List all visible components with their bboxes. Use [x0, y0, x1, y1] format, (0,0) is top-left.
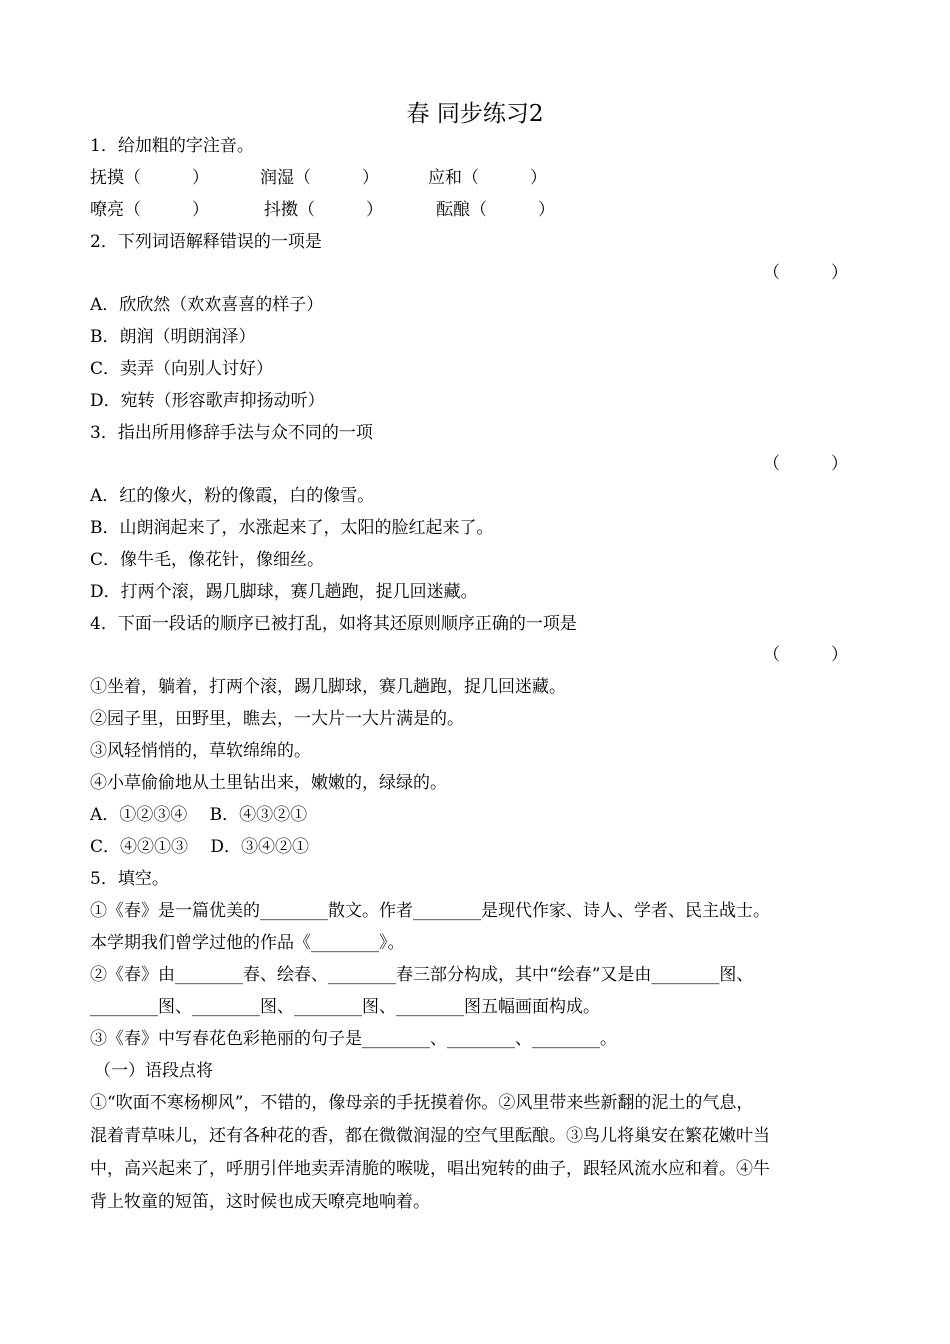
q2-answer-blank: （ ）	[763, 263, 848, 283]
q2-option-c: C．卖弄（向别人讨好）	[90, 359, 274, 379]
q4-sentence-4: ④小草偷偷地从土里钻出来，嫩嫩的，绿绿的。	[90, 773, 447, 793]
q1-item: 润湿（ ）	[260, 168, 379, 188]
q3-option-a: A．红的像火，粉的像霞，白的像雪。	[90, 486, 375, 506]
q5-line: ③《春》中写春花色彩艳丽的句子是________、________、________。	[90, 1029, 617, 1049]
q4-answer-blank: （ ）	[763, 645, 848, 665]
q3-answer-blank: （ ）	[763, 454, 848, 474]
q3-option-b: B．山朗润起来了，水涨起来了，太阳的脸红起来了。	[90, 518, 494, 538]
passage-line: 中，高兴起来了，呼朋引伴地卖弄清脆的喉咙，唱出宛转的曲子，跟轻风流水应和着。④牛	[90, 1159, 770, 1179]
q3-option-d: D．打两个滚，踢几脚球，赛几趟跑，捉几回迷藏。	[90, 582, 478, 602]
q2-option-a: A．欣欣然（欢欢喜喜的样子）	[90, 295, 324, 315]
q1-item: 抚摸（ ）	[90, 168, 209, 188]
q5-line: 本学期我们曾学过他的作品《________》。	[90, 933, 405, 953]
section-heading: （一）语段点将	[94, 1061, 213, 1081]
q4-sentence-3: ③风轻悄悄的，草软绵绵的。	[90, 741, 311, 761]
q4-options-row-2: C．④②①③ D．③④②①	[90, 837, 310, 857]
q3-option-c: C．像牛毛，像花针，像细丝。	[90, 550, 325, 570]
q5-line: ①《春》是一篇优美的________散文。作者________是现代作家、诗人、学者、民主战士。	[90, 901, 770, 921]
q5-line: ________图、________图、________图、________图五幅画面构成。	[90, 997, 600, 1017]
q1-row-2	[90, 198, 555, 222]
q1-item: 嘹亮（ ）	[90, 200, 209, 220]
q1-item: 抖擞（ ）	[264, 200, 383, 220]
q1-item: 应和（ ）	[428, 168, 547, 188]
q3-heading: 3．指出所用修辞手法与众不同的一项	[90, 423, 373, 443]
passage-line: 背上牧童的短笛，这时候也成天嘹亮地响着。	[90, 1192, 430, 1212]
passage-line: 混着青草味儿，还有各种花的香，都在微微润湿的空气里酝酿。③鸟儿将巢安在繁花嫩叶当	[90, 1126, 770, 1146]
passage-line: ①“吹面不寒杨柳风”，不错的，像母亲的手抚摸着你。②风里带来些新翻的泥土的气息，	[90, 1093, 754, 1113]
q2-option-d: D．宛转（形容歌声抑扬动听）	[90, 391, 325, 411]
q2-option-b: B．朗润（明朗润泽）	[90, 327, 256, 347]
q1-row-1	[90, 166, 547, 190]
q5-line: ②《春》由________春、绘春、________春三部分构成，其中“绘春”又是由________图、	[90, 965, 754, 985]
q1-item: 酝酿（ ）	[436, 200, 555, 220]
q4-options-row-1: A．①②③④ B．④③②①	[90, 805, 308, 825]
q4-sentence-2: ②园子里，田野里，瞧去，一大片一大片满是的。	[90, 709, 464, 729]
q4-sentence-1: ①坐着，躺着，打两个滚，踢几脚球，赛几趟跑，捉几回迷藏。	[90, 677, 566, 697]
q4-heading: 4．下面一段话的顺序已被打乱，如将其还原则顺序正确的一项是	[90, 614, 577, 634]
q2-heading: 2．下列词语解释错误的一项是	[90, 232, 322, 252]
q5-heading: 5．填空。	[90, 869, 169, 889]
q1-heading: 1．给加粗的字注音。	[90, 136, 254, 156]
page-title: 春 同步练习2	[406, 101, 544, 127]
